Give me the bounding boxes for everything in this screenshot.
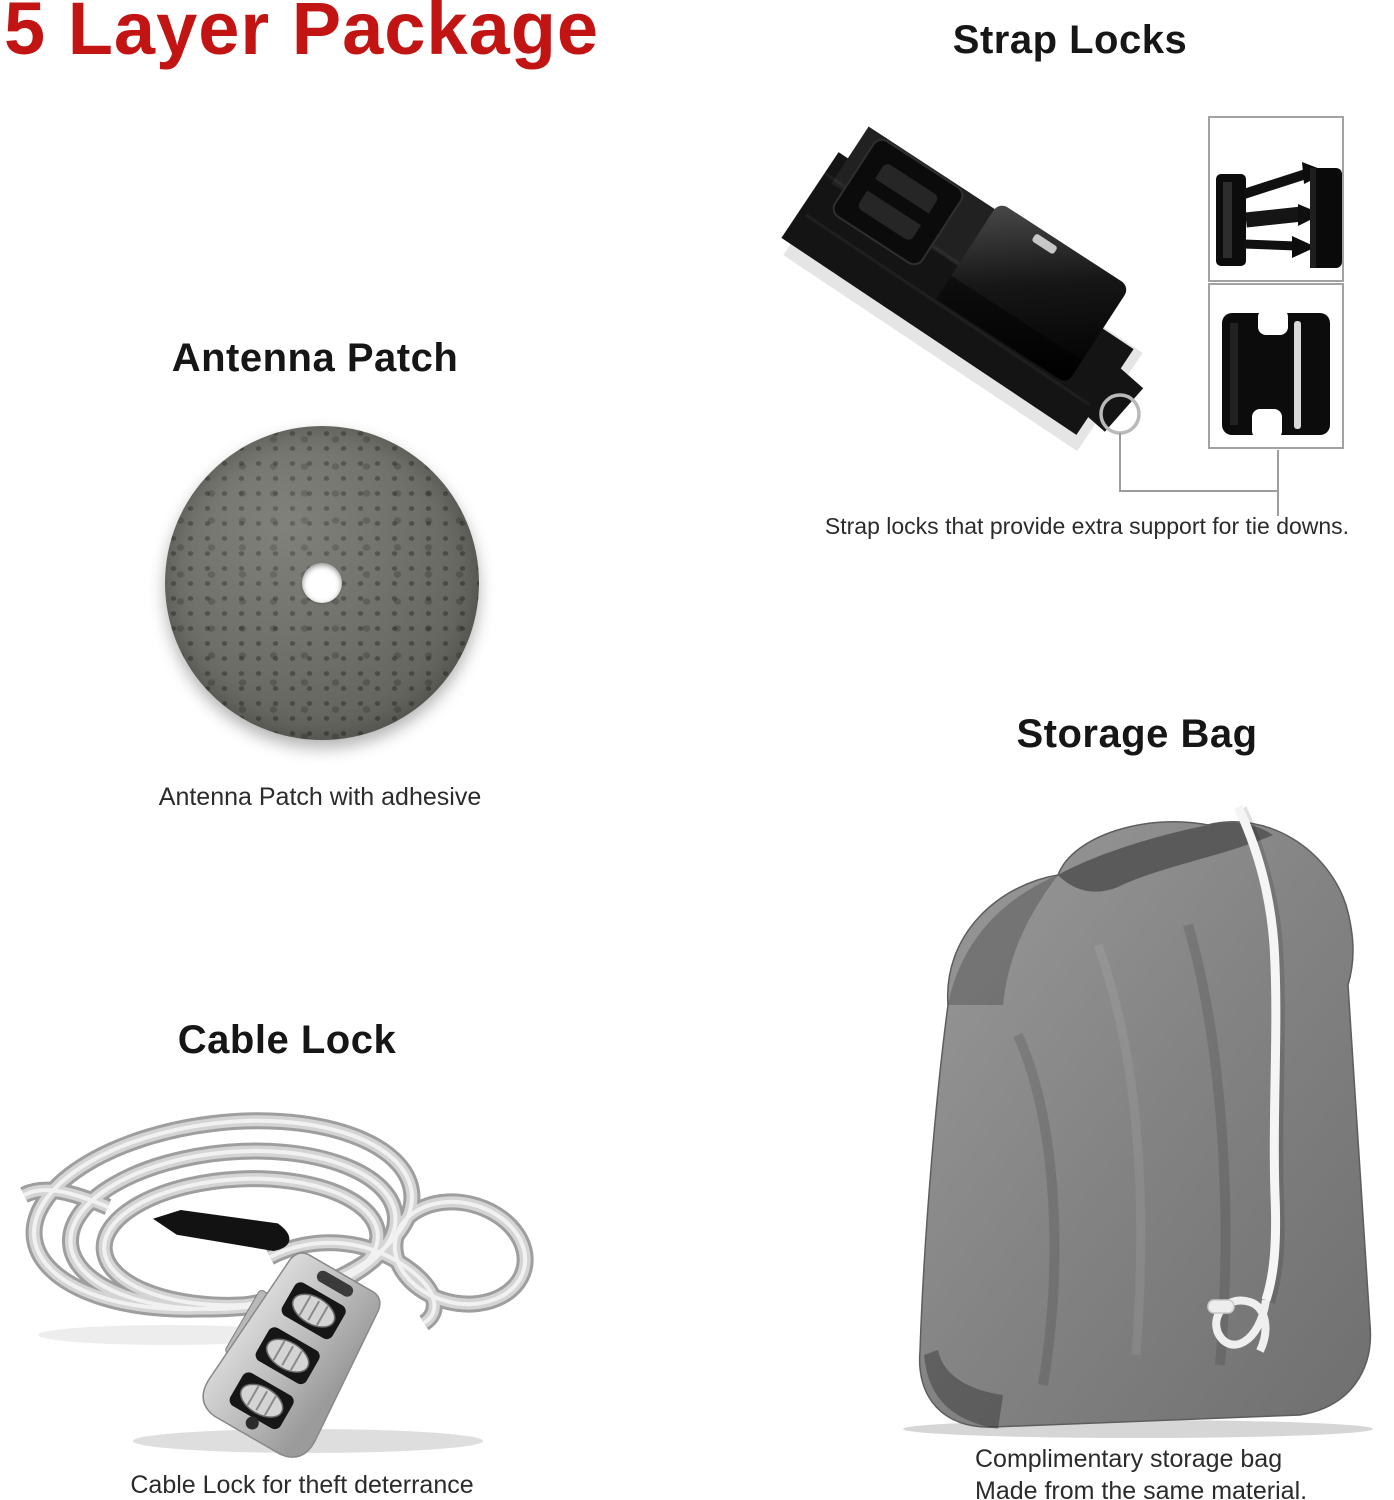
strap-locks-heading: Strap Locks — [952, 18, 1188, 62]
storage-bag-caption-line1: Complimentary storage bag — [975, 1445, 1283, 1473]
bag-body — [920, 822, 1371, 1427]
callout-line-from-inset — [1277, 450, 1279, 516]
cable-lock-caption: Cable Lock for theft deterrance — [130, 1471, 474, 1499]
antenna-patch-center-hole — [302, 563, 342, 603]
callout-line-horizontal — [1119, 490, 1279, 492]
page-title: 5 Layer Package — [4, 0, 600, 70]
buckle-clip-closeup-photo — [1210, 118, 1342, 280]
drawstring-toggle — [1208, 1300, 1234, 1313]
storage-bag-heading: Storage Bag — [1016, 712, 1258, 756]
strap-locks-caption: Strap locks that provide extra support for tie downs. — [824, 513, 1350, 539]
buckle-receiver-closeup-photo — [1210, 285, 1342, 447]
antenna-patch-caption: Antenna Patch with adhesive — [158, 783, 482, 811]
storage-bag-photo — [858, 795, 1394, 1443]
strap-locks-figure — [780, 110, 1394, 570]
storage-bag-caption — [975, 1444, 1394, 1500]
cable-lock-photo — [8, 1085, 556, 1465]
cable-lock-heading: Cable Lock — [177, 1018, 397, 1062]
cable-end-cap — [151, 1204, 292, 1253]
antenna-patch-heading: Antenna Patch — [171, 336, 459, 380]
callout-line-from-strap — [1119, 433, 1121, 490]
antenna-patch-disc-photo — [165, 426, 479, 740]
storage-bag-caption-line2: Made from the same material. — [975, 1476, 1308, 1500]
buckle-receiver-closeup — [1208, 283, 1344, 449]
buckle-clip-closeup — [1208, 116, 1344, 282]
luggage-strap-photo — [780, 110, 1200, 510]
